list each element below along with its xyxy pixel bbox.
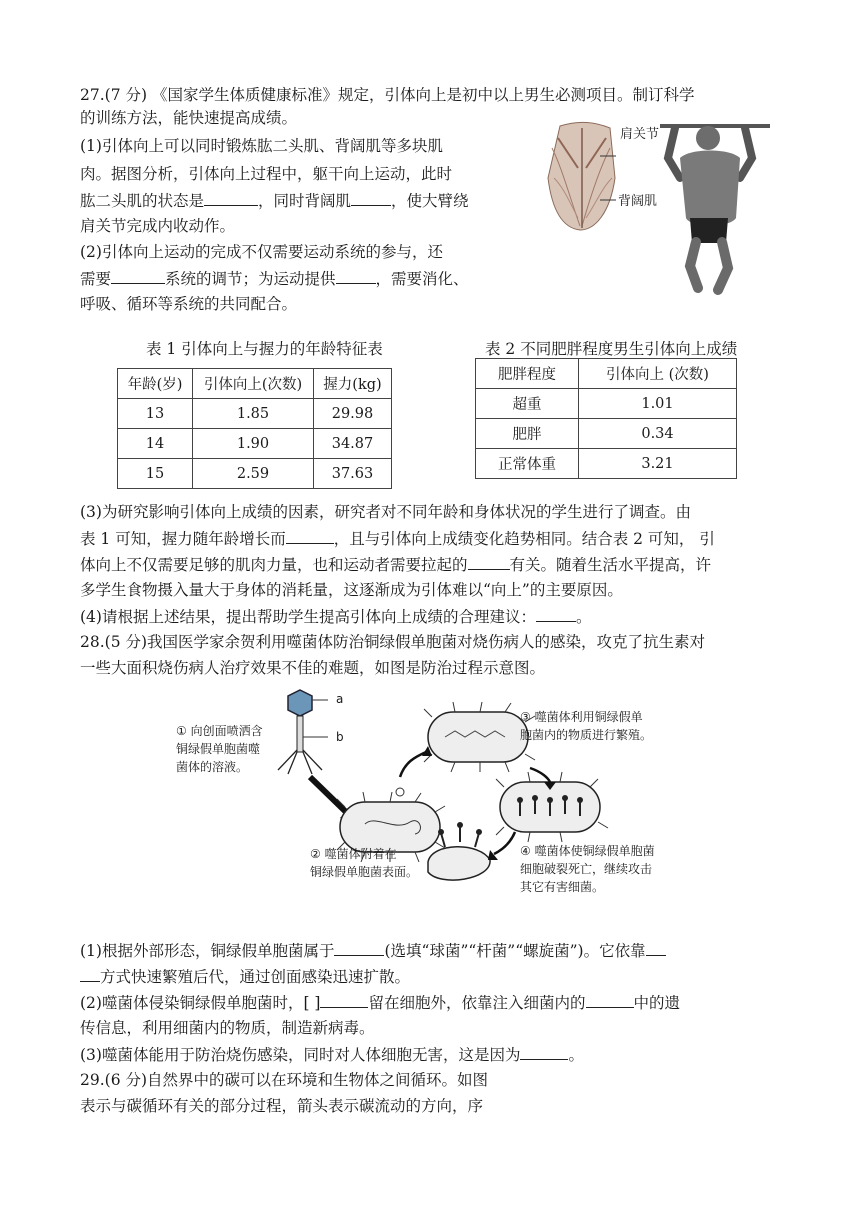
q27-part1-line1: (1)引体向上可以同时锻炼肱二头肌、背阔肌等多块肌 [80, 137, 443, 155]
table1 [117, 368, 392, 489]
q27-part3-line3 [80, 553, 711, 576]
q28-part2-text-c: 中的遗 [633, 994, 681, 1012]
q27-part1-line3 [80, 189, 469, 212]
table1-cell: 2.59 [193, 459, 314, 489]
q28-part1-text-c: 方式快速繁殖后代，通过创面感染迅速扩散。 [100, 968, 411, 986]
step1-caption [176, 722, 263, 776]
q28-part3-end: 。 [568, 1046, 584, 1064]
table1-header-row [118, 369, 392, 399]
q27-part1-text-b: ，同时背阔肌 [258, 192, 352, 210]
step3-caption [520, 708, 652, 744]
q27-part1-text-a: 肱二头肌的状态是 [80, 192, 205, 210]
q28-part2-line1 [80, 991, 680, 1014]
q28-part1-text-a: (1)根据外部形态，铜绿假单胞菌属于 [80, 942, 335, 960]
answer-blank-grip-trend[interactable] [286, 527, 334, 544]
q28-intro-line2: 一些大面积烧伤病人治疗效果不佳的难题，如图是防治过程示意图。 [80, 659, 546, 677]
q28-part3-text: (3)噬菌体能用于防治烧伤感染，同时对人体细胞无害，这是因为 [80, 1046, 521, 1064]
table2-cell: 3.21 [579, 449, 737, 479]
answer-blank-body-weight[interactable] [468, 553, 510, 570]
table2-caption: 表 2 不同肥胖程度男生引体向上成绩 [485, 340, 738, 358]
table1-cell: 37.63 [314, 459, 392, 489]
q27-part4-line [80, 605, 591, 628]
answer-blank-specificity[interactable] [520, 1043, 568, 1060]
q27-part1-line4: 肩关节完成内收动作。 [80, 217, 236, 235]
label-latissimus: 背阔肌 [618, 194, 658, 209]
answer-blank-reproduction-part1[interactable] [646, 939, 666, 956]
q27-part3-line4: 多学生食物摄入量大于身体的消耗量，这逐渐成为引体难以“向上”的主要原因。 [80, 581, 623, 599]
step4-caption [520, 842, 655, 896]
q27-part4-end: 。 [575, 608, 592, 626]
step4-line: 其它有害细菌。 [520, 880, 605, 894]
athlete-figure [668, 126, 752, 290]
q27-intro-line1: 27.(7 分) 《国家学生体质健康标准》规定，引体向上是初中以上男生必测项目。制订科学 [80, 86, 695, 104]
q27-part2-line1: (2)引体向上运动的完成不仅需要运动系统的参与，还 [80, 243, 443, 261]
q27-part1-text-c: ，使大臂绕 [391, 192, 469, 210]
table-row [476, 419, 737, 449]
step2-caption [310, 845, 418, 881]
q27-part2-text-c: ，需要消化、 [375, 270, 469, 288]
table1-cell: 29.98 [314, 399, 392, 429]
answer-blank-lat-action[interactable] [351, 189, 391, 206]
q27-part2-line2 [80, 267, 469, 290]
q29-line1: 29.(6 分)自然界中的碳可以在环境和生物体之间循环。如图 [80, 1071, 489, 1089]
q28-part2-text-b: 留在细胞外，依靠注入细菌内的 [368, 994, 586, 1012]
table-row [118, 429, 392, 459]
answer-blank-biceps-state[interactable] [204, 189, 258, 206]
q29-line2: 表示与碳循环有关的部分过程，箭头表示碳流动的方向，序 [80, 1097, 484, 1115]
answer-blank-suggestion[interactable] [536, 605, 576, 622]
phage-process-figure [170, 682, 680, 900]
step1-line: ① 向创面喷洒含 [176, 724, 263, 738]
q27-part2-line3: 呼吸、循环等系统的共同配合。 [80, 295, 298, 313]
answer-blank-outer-part[interactable] [320, 991, 368, 1008]
table2-cell: 肥胖 [476, 419, 579, 449]
step2-line: 铜绿假单胞菌表面。 [310, 865, 419, 879]
q27-part2-text-a: 需要 [80, 270, 112, 288]
answer-blank-inner-part[interactable] [586, 991, 634, 1008]
q28-intro-line1: 28.(5 分)我国医学家余贺利用噬菌体防治铜绿假单胞菌对烧伤病人的感染，攻克了抗生素对 [80, 633, 706, 651]
table1-cell: 34.87 [314, 429, 392, 459]
step3-line: 胞菌内的物质进行繁殖。 [520, 728, 653, 742]
table2-cell: 超重 [476, 389, 579, 419]
table2 [475, 358, 737, 479]
table-row [476, 389, 737, 419]
q27-part2-text-b: 系统的调节；为运动提供 [165, 270, 336, 288]
table1-header: 握力(kg) [314, 369, 392, 399]
table2-cell: 1.01 [579, 389, 737, 419]
q28-part1-text-b: (选填“球菌”“杆菌”“螺旋菌”)。它依靠 [384, 942, 646, 960]
label-a: a [336, 692, 344, 706]
q28-part2-text-a: (2)噬菌体侵染铜绿假单胞菌时，[ ] [80, 994, 321, 1012]
table-row [118, 399, 392, 429]
q27-part3-text-a: 表 1 可知，握力随年龄增长而 [80, 530, 286, 548]
pullup-figure [540, 118, 770, 300]
table2-header-row [476, 359, 737, 389]
step2-line: ② 噬菌体附着在 [310, 847, 397, 861]
table1-caption: 表 1 引体向上与握力的年龄特征表 [146, 340, 383, 358]
back-muscle-inset [548, 122, 615, 230]
step3-line: ③ 噬菌体利用铜绿假单 [520, 710, 643, 724]
table-row [476, 449, 737, 479]
answer-blank-bacteria-shape[interactable] [334, 939, 384, 956]
table1-header: 引体向上(次数) [193, 369, 314, 399]
table1-cell: 14 [118, 429, 193, 459]
table2-cell: 正常体重 [476, 449, 579, 479]
q28-part1-line2 [80, 965, 410, 988]
table1-cell: 1.90 [193, 429, 314, 459]
phage-icon [278, 690, 328, 774]
q27-part3-text-b: ，且与引体向上成绩变化趋势相同。结合表 2 可知， 引 [333, 530, 715, 548]
table1-header: 年龄(岁) [118, 369, 193, 399]
q28-part3-line [80, 1043, 584, 1066]
q27-part3-line1: (3)为研究影响引体向上成绩的因素，研究者对不同年龄和身体状况的学生进行了调查。由 [80, 503, 691, 521]
label-shoulder-joint: 肩关节 [620, 127, 660, 142]
q27-intro-line2: 的训练方法，能快速提高成绩。 [80, 109, 298, 127]
q28-part1-line1 [80, 939, 666, 962]
step4-line: 细胞破裂死亡，继续攻击 [520, 862, 653, 876]
table1-cell: 15 [118, 459, 193, 489]
q28-part2-line2: 传信息，利用细菌内的物质，制造新病毒。 [80, 1019, 375, 1037]
q27-part3-line2 [80, 527, 715, 550]
q27-part1-line2: 肉。据图分析，引体向上过程中，躯干向上运动，此时 [80, 165, 453, 183]
table2-cell: 0.34 [579, 419, 737, 449]
q27-part3-text-c: 体向上不仅需要足够的肌肉力量，也和运动者需要拉起的 [80, 556, 468, 574]
answer-blank-regulating-system[interactable] [111, 267, 165, 284]
step4-line: ④ 噬菌体使铜绿假单胞菌 [520, 844, 655, 858]
q27-part3-text-d: 有关。随着生活水平提高，许 [509, 556, 712, 574]
answer-blank-energy[interactable] [336, 267, 376, 284]
table1-cell: 1.85 [193, 399, 314, 429]
answer-blank-reproduction-part2[interactable] [80, 965, 100, 982]
bacterium-stage3 [424, 702, 535, 772]
table-row [118, 459, 392, 489]
table2-header: 引体向上 (次数) [579, 359, 737, 389]
label-b: b [336, 730, 344, 744]
step1-line: 菌体的溶液。 [176, 760, 249, 774]
q27-part4-text: (4)请根据上述结果，提出帮助学生提高引体向上成绩的合理建议： [80, 608, 536, 626]
table1-cell: 13 [118, 399, 193, 429]
step1-line: 铜绿假单胞菌噬 [176, 742, 261, 756]
table2-header: 肥胖程度 [476, 359, 579, 389]
